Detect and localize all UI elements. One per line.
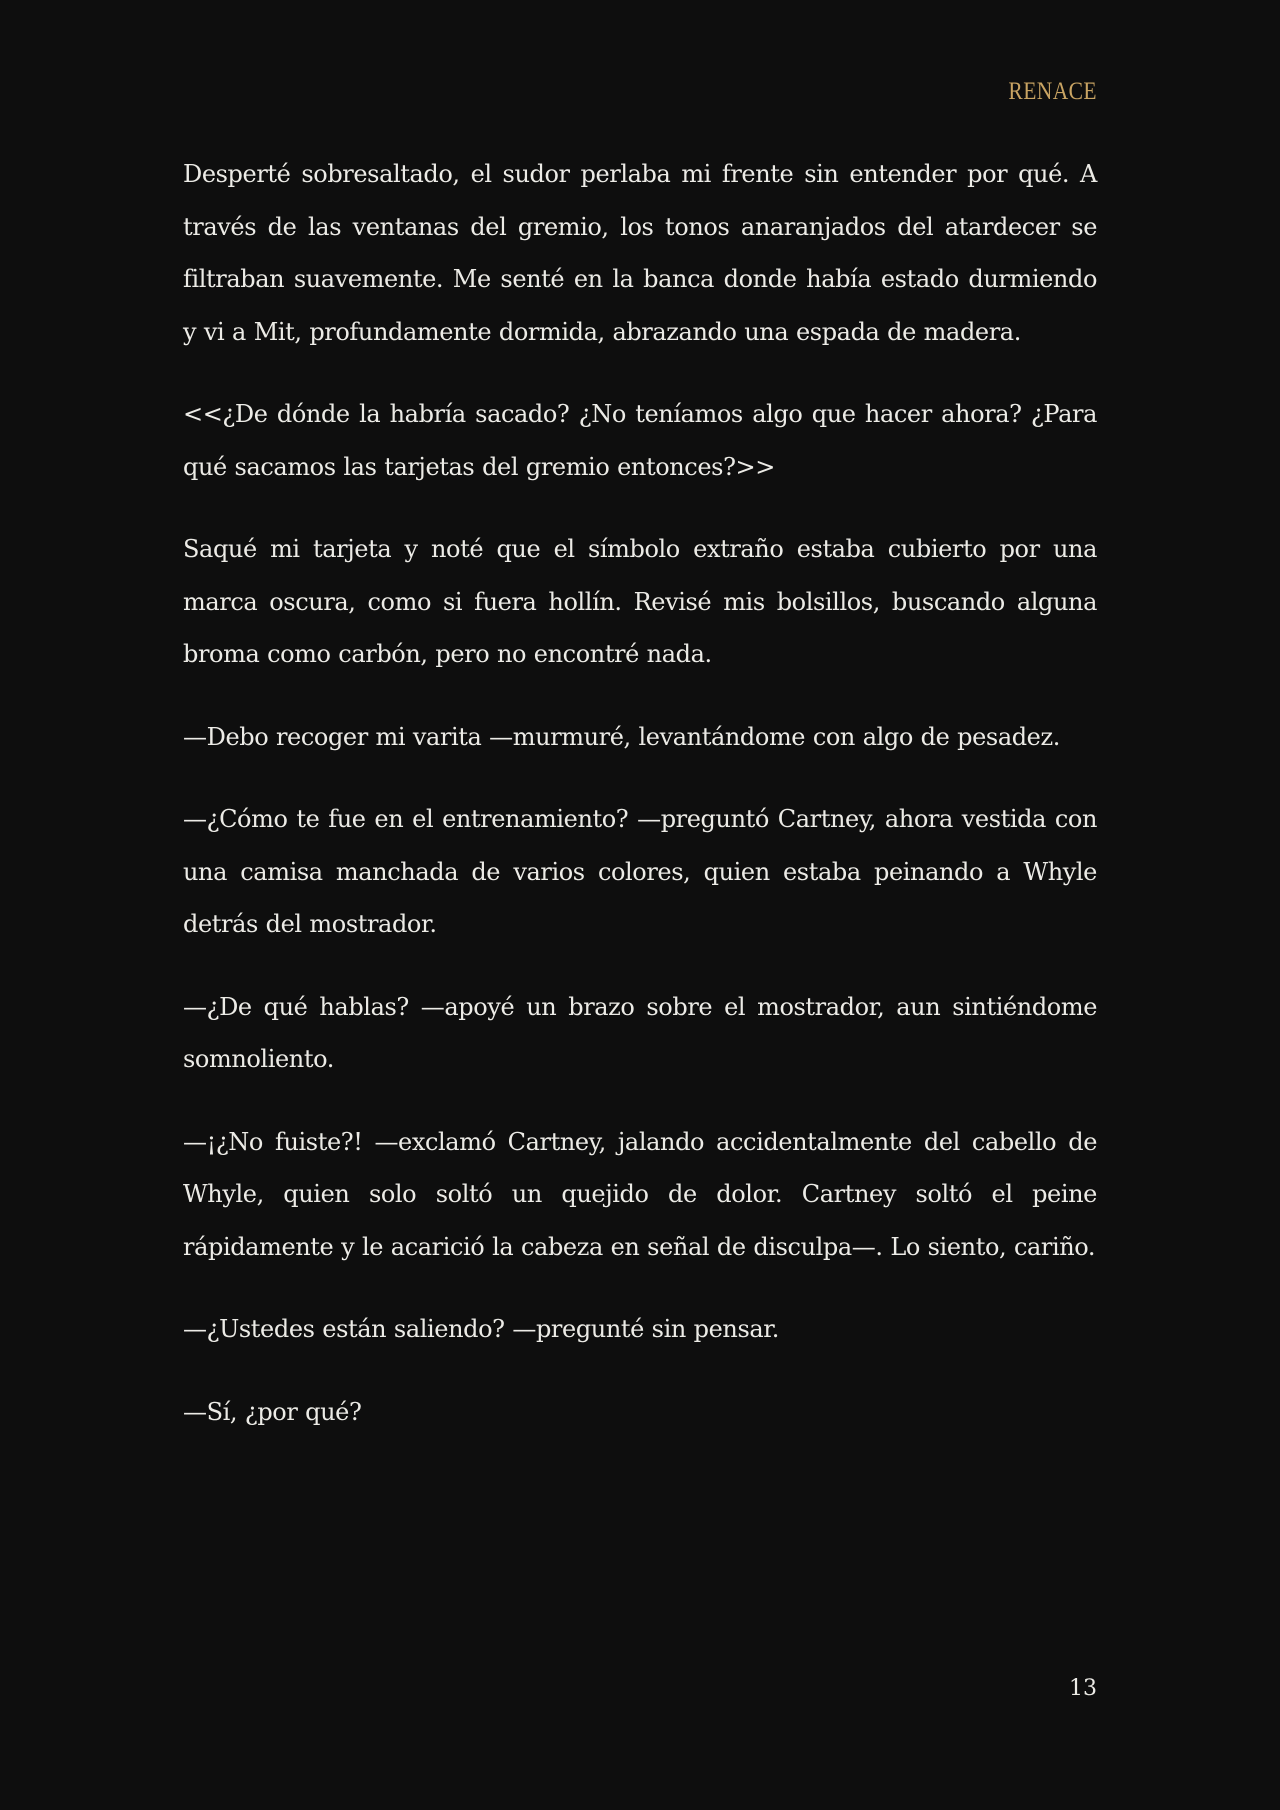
page-number: 13 xyxy=(1069,1676,1097,1701)
paragraph: —¿De qué hablas? —apoyé un brazo sobre el mostrador, aun sintiéndome somnoliento. xyxy=(183,992,1097,1073)
paragraph: —Debo recoger mi varita —murmuré, levantándome con algo de pesadez. xyxy=(183,722,1060,751)
paragraph: <<¿De dónde la habría sacado? ¿No teníamos algo que hacer ahora? ¿Para qué sacamos las tarjetas del gremio entonces?>> xyxy=(183,400,1097,481)
paragraph: —¿Ustedes están saliendo? —pregunté sin pensar. xyxy=(183,1315,779,1343)
paragraph: Desperté sobresaltado, el sudor perlaba mi frente sin entender por qué. A través de las ventanas del gremio, los tonos anaranjados del atardecer se filtraban suavemente. Me senté en la banca donde había estado durmiendo y vi a Mit, profundamente dormida, abrazando una espada de madera. xyxy=(183,160,1097,346)
page-body xyxy=(183,148,1097,1468)
paragraph: —Sí, ¿por qué? xyxy=(183,1397,362,1426)
paragraph: —¡¿No fuiste?! —exclamó Cartney, jalando accidentalmente del cabello de Whyle, quien solo soltó un quejido de dolor. Cartney soltó el peine rápidamente y le acarició la cabeza en señal de disculpa—. Lo siento, cariño. xyxy=(183,1127,1097,1261)
paragraph: Saqué mi tarjeta y noté que el símbolo extraño estaba cubierto por una marca oscura, como si fuera hollín. Revisé mis bolsillos, buscando alguna broma como carbón, pero no encontré nada. xyxy=(183,535,1097,668)
paragraph: —¿Cómo te fue en el entrenamiento? —preguntó Cartney, ahora vestida con una camisa manchada de varios colores, quien estaba peinando a Whyle detrás del mostrador. xyxy=(183,805,1097,938)
running-header: RENACE xyxy=(1008,78,1097,105)
